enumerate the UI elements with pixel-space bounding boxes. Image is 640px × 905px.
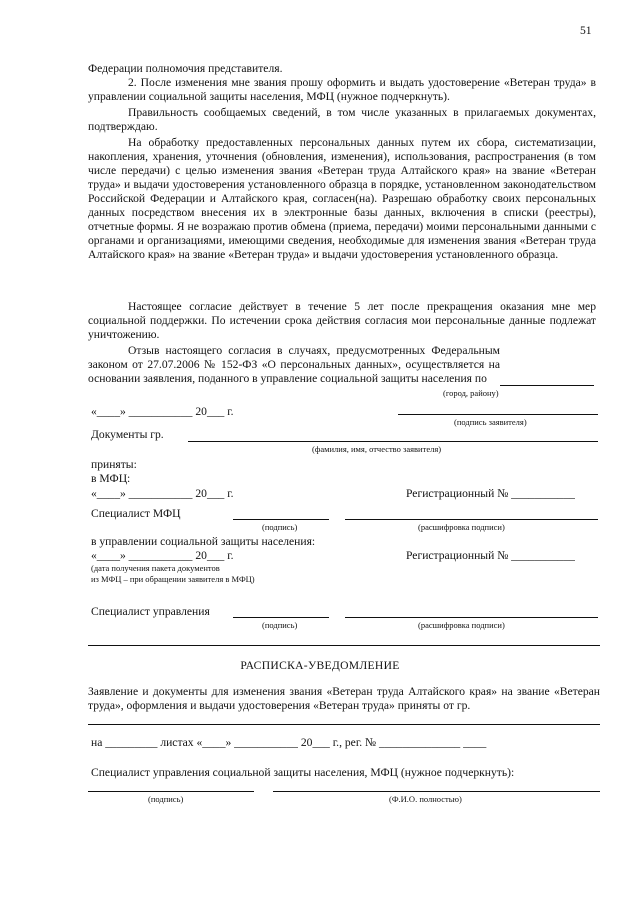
specialist-mfc-label: Специалист МФЦ — [91, 507, 181, 520]
documents-label: Документы гр. — [91, 428, 164, 441]
in-mfc-label: в МФЦ: — [91, 472, 131, 485]
package-date-hint-1: (дата получения пакета документов — [91, 563, 220, 573]
receipt-fio-hint: (Ф.И.О. полностью) — [389, 794, 462, 804]
paragraph-certificate: 2. После изменения мне звания прошу оформить и выдать удостоверение «Ветеран труда» в управлении социальной защиты населения, МФЦ (нужное подчеркнуть). — [88, 76, 596, 103]
specialist-uszn-label: Специалист управления — [91, 605, 210, 618]
applicant-signature-hint: (подпись заявителя) — [454, 417, 527, 427]
page-number: 51 — [580, 24, 592, 37]
paragraph-validity: Настоящее согласие действует в течение 5 лет после прекращения оказания мне мер социальной поддержки. По истечении срока действия согласия мои персональные данные подлежат уничтожению. — [88, 300, 596, 341]
top-line: Федерации полномочия представителя. — [88, 62, 283, 75]
receipt-signature-line — [88, 791, 254, 792]
date-line-1: «____» ___________ 20___ г. — [91, 405, 234, 418]
decoding-hint-uszn: (расшифровка подписи) — [418, 620, 505, 630]
specialist-uszn-decoding-line — [345, 617, 598, 618]
specialist-uszn-signature-line — [233, 617, 329, 618]
accepted-label: приняты: — [91, 458, 137, 471]
paragraph-revocation: Отзыв настоящего согласия в случаях, предусмотренных Федеральным законом от 27.07.2006 № 152-ФЗ «О персональных данных», осуществляется на основании заявления, поданного в управление социальной защиты населения по — [88, 344, 500, 385]
signature-hint-uszn: (подпись) — [262, 620, 298, 630]
documents-fio-line — [188, 441, 598, 442]
date-line-2: «____» ___________ 20___ г. — [91, 487, 234, 500]
receipt-fio-full-line — [273, 791, 600, 792]
receipt-signature-hint: (подпись) — [148, 794, 184, 804]
in-uszn-label: в управлении социальной защиты населения: — [91, 535, 316, 548]
registration-mfc: Регистрационный № ___________ — [406, 487, 575, 500]
cut-separator — [88, 645, 600, 646]
receipt-fio-line — [88, 724, 600, 725]
city-district-hint: (город, району) — [443, 388, 499, 398]
specialist-mfc-signature-line — [233, 519, 329, 520]
decoding-hint-mfc: (расшифровка подписи) — [418, 522, 505, 532]
package-date-hint-2: из МФЦ – при обращении заявителя в МФЦ) — [91, 574, 255, 584]
city-district-line — [500, 385, 594, 386]
receipt-sheets-line: на _________ листах «____» ___________ 20___ г., рег. № ______________ ____ — [91, 736, 487, 749]
applicant-signature-line — [398, 414, 598, 415]
registration-uszn: Регистрационный № ___________ — [406, 549, 575, 562]
receipt-text: Заявление и документы для изменения звания «Ветеран труда Алтайского края» на звание «Ветеран труда», оформления и выдачи удостоверения «Ветеран труда» приняты от гр. — [88, 685, 600, 712]
fio-hint: (фамилия, имя, отчество заявителя) — [312, 444, 442, 454]
receipt-title: РАСПИСКА-УВЕДОМЛЕНИЕ — [240, 659, 400, 672]
paragraph-accuracy: Правильность сообщаемых сведений, в том числе указанных в прилагаемых документах, подтверждаю. — [88, 106, 596, 133]
date-line-3: «____» ___________ 20___ г. — [91, 549, 234, 562]
signature-hint-mfc: (подпись) — [262, 522, 298, 532]
receipt-specialist-line: Специалист управления социальной защиты населения, МФЦ (нужное подчеркнуть): — [91, 766, 515, 779]
specialist-mfc-decoding-line — [345, 519, 598, 520]
paragraph-consent: На обработку предоставленных персональных данных путем их сбора, систематизации, накопления, хранения, уточнения (обновления, изменения), использования, распространения (в том числе передачи) с целью изменения звания «Ветеран труда Алтайского края» на звание «Ветеран труда» и выдачи удостоверения установленного образца в порядке, установленном законодательством Российской Федерации и Алтайского края, согласен(на). Разрешаю обработку своих персональных данных посредством внесения их в электронные базы данных, включения в списки (реестры), отчетные формы. Я не возражаю против обмена (приема, передачи) моими персональными данными с органами и организациями, имеющими сведения, необходимые для изменения звания «Ветеран труда Алтайского края» на звание «Ветеран труда» и выдачи удостоверения установленного образца. — [88, 136, 596, 261]
